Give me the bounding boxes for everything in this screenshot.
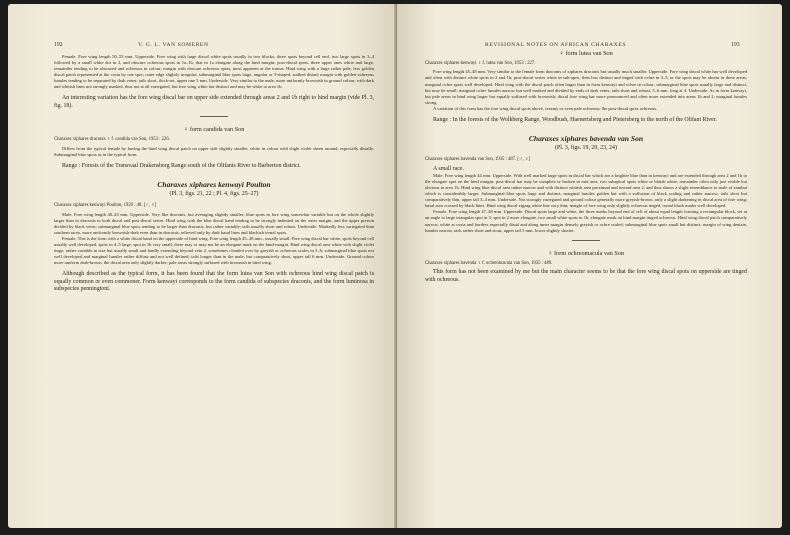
subspecies-heading-bavenda: Charaxes xiphares bavenda van Son [528,134,644,144]
kenwayi-note: Although described as the typical form, it has been found that the form lutea van Son with ochreous hind wing discal patch is equally common or even commoner. Form kenwayi corresponds to the form candida of subspecies draconis, and the form luminosa in subspecies penningtoni. [54,271,374,293]
subspecies-heading-kenwayi: Charaxes xiphares kenwayi Poulton [157,180,271,190]
lutea-reference: Charaxes xiphares kenwayi ♀ f. lutea van Son, 1953 : 227. [425,61,536,66]
right-page-text [425,50,747,284]
lutea-variation: A variation of this form has the fore wing discal spots above, creamy or even pale ochreous; the post-discal spots ochreous. [433,105,658,111]
section-rule [200,116,228,117]
bavenda-reference: Charaxes xiphares bavenda van Son, 1935 : 487. [♂, ♀] [425,157,530,163]
bavenda-plates: (Pl. 3, figs. 19, 20, 23, 24) [555,145,617,152]
female-description: Female. Fore wing length 50–53 mm. Upperside. Fore wing with large discal white spots usually in two blocks; three spots beyond cell end, two large spots in 3–4 followed by a small white dot in 2, and obscure ochreous spots in 1a–1b, that in 1a elongate along the hind margin; post-discal spots, three upper ones white and large, remainder tending to be obscured and ochreous in colour; margin with obscure ochreous spots, most apparent at the tornus. Hind wing with a large rather pale, less golden discal patch represented at the costa by one spot; outer edge slightly irregular; submarginal blue spots large, angular or T-shaped, stalked distad; margin with golden-ochreous lunules tending to be separated by dark veins; tails short, thick-set, upper one 5 mm. Underside. Very similar to the male, more uniformly brownish in ground colour, with dark and whitish lines not strongly marked, thus not at all variegated, but fore wing white bar distinct and may be white to area 1b. [54,54,374,90]
lutea-range: Range : In the forests of the Wolkberg Range, Woodbush, Haenertsberg and Pietersberg to the north of the Olifant River. [433,116,717,123]
bavenda-female: Female. Fore wing length 47–48 mm. Upperside. Discal spots large and white, the three marks beyond end of cell of about equal length forming a rectangular block, set at an angle to large triangular spot in 3; spot in 2 more elongate, two small white spots in 1b, elongate mark on hind margin tinged ochreous. Hind wing discal patch comparatively narrow, white at costa and borders especially distal and along inner margin densely greyish or ochre scaled; submarginal blue spots small but distinct; margin of wing dentate, lunules narrow, tails rather short and stout, upper tail 5 mm. lower slightly shorter. [425,209,747,233]
form-heading-ochreomacula: ♀ form ochreomacula van Son [547,249,625,257]
form-heading-lutea: ♀ form lutea van Son [559,50,613,57]
ochreomacula-description: This form has not been examined by me but the main character seems to be that the fore wing discal spots on upperside are tinged with ochreous. [425,269,747,283]
section-rule [572,240,600,241]
kenwayi-male: Male. Fore wing length 40–43 mm. Upperside. Very like draconis, but averaging slightly smaller; blue spots in fore wing somewhat variable but on the whole slightly larger than in draconis in both discal and post-discal series. Hind wing with the blue discal band tending to be strongly indented on the outer margin, and the upper portion divided by black veins; submarginal blue spots tending to be larger than draconis, but rather variable; tails usually short and robust. Underside. Markedly less variegated than southern races, more uniformly brownish-drab even than in draconis, relieved only by dark basal lines and blackish tornal spots. [54,211,374,235]
right-page [397,4,782,528]
form-heading-candida: ♀ form candida van Son [183,126,245,134]
candida-reference: Charaxes xiphares draconis ♀ f. candida van Son, 1953 : 226. [54,137,170,143]
candida-description: Differs from the typical female by having the hind wing discal patch on upper side slightly smaller, white in colour with slight violet sheen around, especially distally. Submarginal blue spots as in the typical form. [54,145,374,157]
left-page [8,4,396,528]
running-head: REVISIONAL NOTES ON AFRICAN CHARAXES [485,42,627,48]
kenwayi-reference: Charaxes xiphares kenwayi Poulton, 1929 : 48. [♂, ♀] [54,203,157,209]
page-number: 192 [54,42,63,48]
kenwayi-plates: (Pl. 3, figs. 21, 22 ; Pl. 4, figs. 25–27) [169,191,259,198]
ochreomacula-reference: Charaxes xiphares bavenda ♀ f. ochreomacula van Son, 1935 : 489. [425,260,553,266]
bavenda-male: Male. Fore wing length 44 mm. Upperside. With well marked large spots in discal bar which are a brighter blue than in kenwayi and are extended through area 2 and 1b to the elongate spot on the hind margin; post-discal bar may be complete or broken in mid area, two subapical spots white or bluish white, remainder often only just visible but obvious in area 1b. Hind wing blue discal area rather narrow and with distinct whitish area proximad and toward area 2, and thus shows a slight resemblance to male of zambui which is considerably larger. Submarginal blue spots large and distinct; marginal lunules golden but with a suffusion of black scaling and rather narrow; tails short but comparatively thin, upper tail 3–4 mm. Underside. Not strongly variegated and ground colour generally more greyish-brown, only a slight darkening in discal area of fore wing; basal area crossed by black lines. Hind wing discal zigzag white line very thin; margin of fore wing only slightly ochreous tinged; tornal black marks well developed. [425,173,747,209]
page-number: 193 [731,42,740,48]
bavenda-intro: A small race. [433,165,464,172]
running-head: V. G. L. VAN SOMEREN [138,42,209,48]
candida-range: Range : Forests of the Transvaal Drakensberg Range south of the Olifants River to Barberton district. [62,162,301,169]
left-page-text [54,54,374,294]
lutea-description: Fore wing length 45–48 mm. Very similar to the female form draconis of xiphares draconis but usually much smaller. Upperside. Fore wing discal white bar well developed and often with distinct white spots in 2 and 1b; post-discal series white in sub-apex, then less distinct and tinged with ochre in 3–5, or the spots may be absent in these areas; marginal ochre spots well developed. Hind wing with the discal patch often larger than in form kenwayi and ochre in colour; submarginal blue spots usually large and distinct, but may be small; marginal ochre lunules narrow but well marked and divided by ends of dark veins; tails short and robust, 5–6 mm. long at 4. Underside. As in form kenwayi, but pale areas in hind wing larger but equally suffused with brownish; discal fore wing bar more pronounced and often more extended into areas 1b and 2; marginal lunules strong. [425,69,747,105]
kenwayi-female: Female. This is the form with a white discal band on the upperside of hind wing. Fore wing length 45–48 mm., usually small. Fore wing discal bar white, spots beyond cell usually well developed, spots in 4–5 large, spot in 1b very small; there may or may not be an elongate mark on the hind-margin. Hind wing discal area white with slight violet tinge, rather variable in size but usually small and hardly extending beyond vein 2, sometimes clouded over by greyish or ochreous scales in 5–6; submarginal blue spots not well developed and marginal lunules rather diffuse and not well defined; tails longer than in the male, but comparatively short, upper tail 6 mm. Underside. Ground colour more uniform drab-brown, the discal area only slightly darker; pale areas strongly suffused with brownish in hind wing. [54,235,374,266]
variation-note: An interesting variation has the fore wing discal bar on upper side extended through areas 2 and 1b right to hind margin (vide Pl. 3, fig. 18). [54,95,374,109]
